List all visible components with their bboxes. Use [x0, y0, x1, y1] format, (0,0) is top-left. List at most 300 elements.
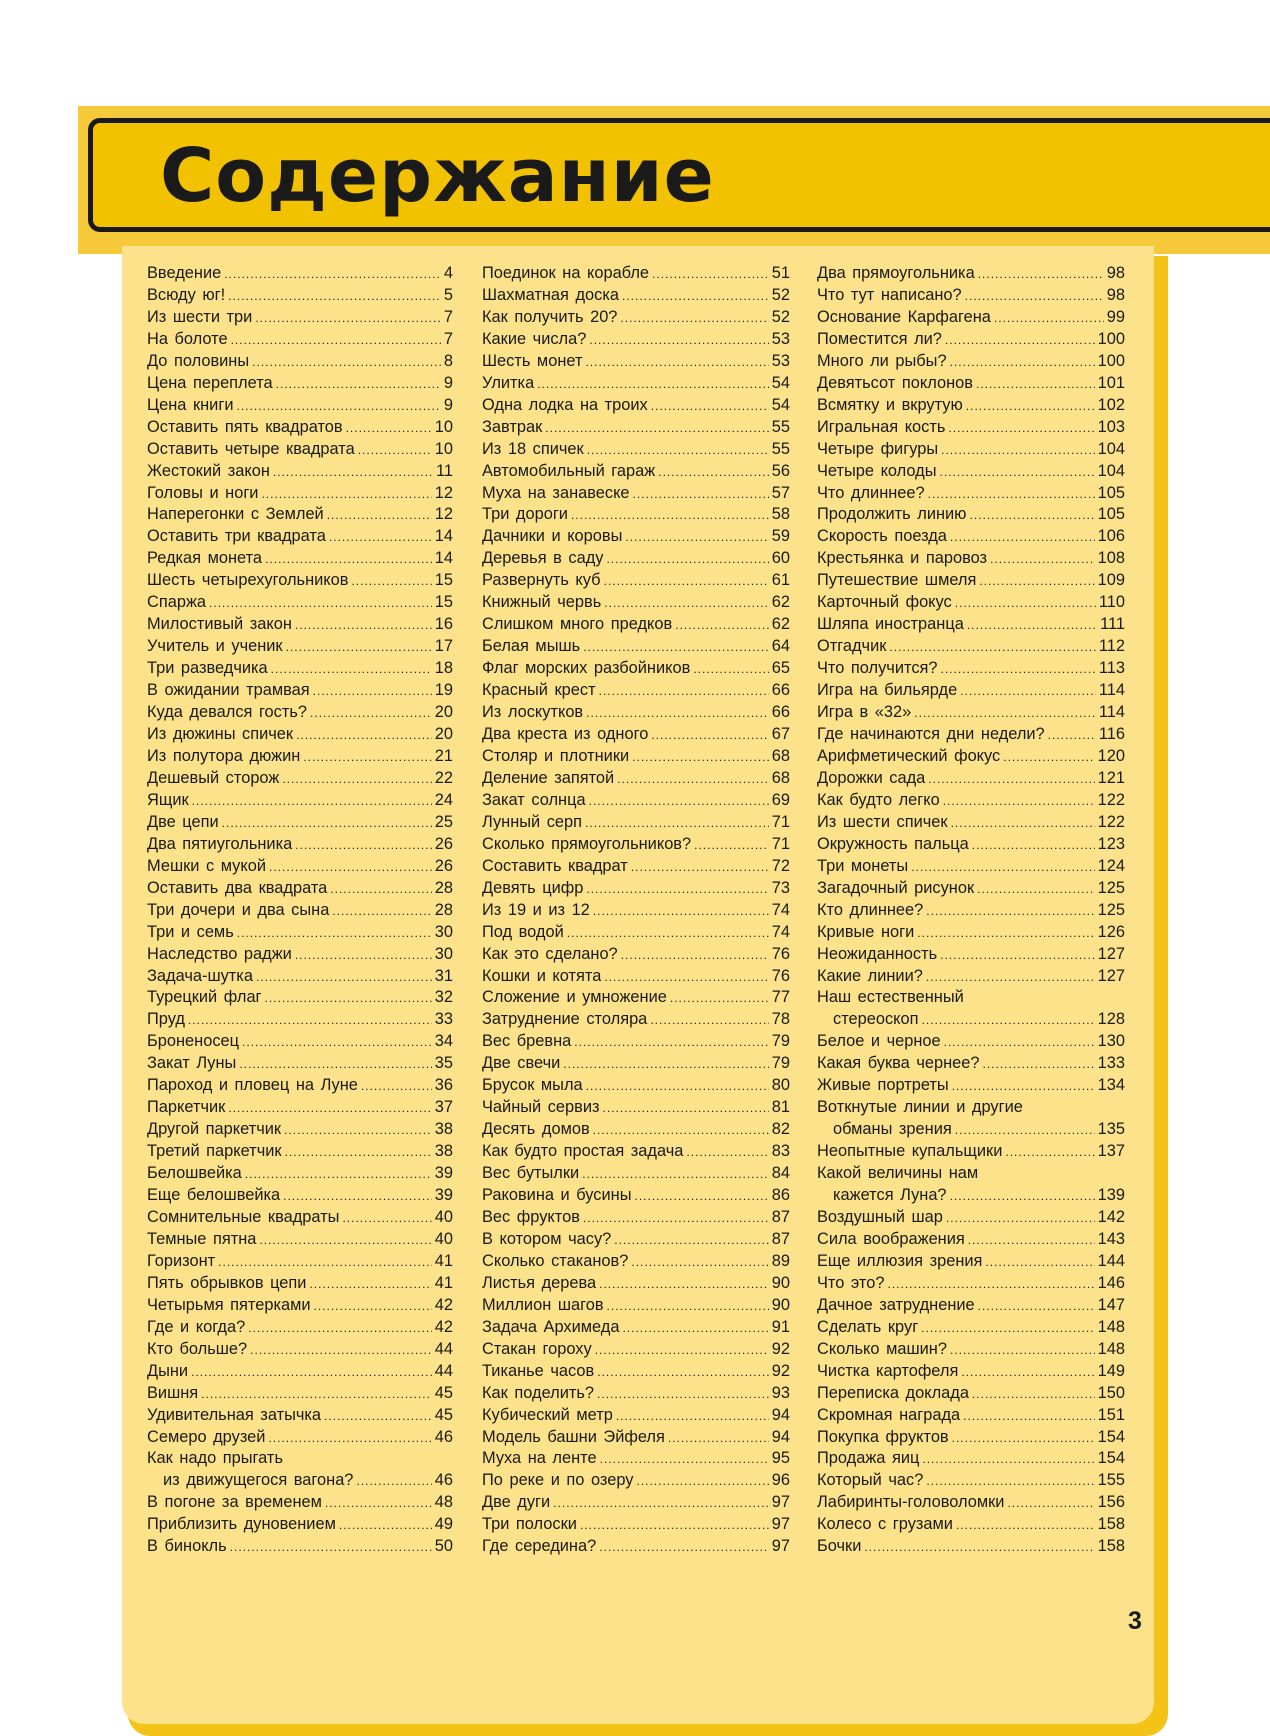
toc-entry-page: 82: [771, 1120, 790, 1139]
toc-entry-title: Арифметический фокус: [817, 746, 1001, 765]
dot-leader: [314, 1296, 432, 1318]
toc-entry-title: Живые портреты: [817, 1076, 949, 1095]
dot-leader: [994, 308, 1104, 330]
toc-entry[interactable]: [817, 636, 1125, 658]
toc-entry[interactable]: [482, 461, 790, 483]
toc-entry[interactable]: [817, 1514, 1125, 1536]
toc-entry[interactable]: [147, 922, 453, 944]
toc-entry[interactable]: [147, 1009, 453, 1031]
dot-leader: [284, 1120, 432, 1142]
toc-entry[interactable]: [482, 1448, 790, 1470]
toc-entry[interactable]: [147, 1273, 453, 1295]
toc-entry-title: Куда девался гость?: [147, 703, 308, 722]
toc-entry-page: 80: [771, 1076, 790, 1095]
toc-entry-page: 135: [1097, 1120, 1125, 1139]
toc-entry[interactable]: [482, 373, 790, 395]
toc-entry[interactable]: [817, 307, 1125, 329]
dot-leader: [914, 703, 1096, 725]
toc-entry[interactable]: [482, 1317, 790, 1339]
toc-entry[interactable]: [817, 1031, 1125, 1053]
toc-entry-title: Отгадчик: [817, 637, 887, 656]
toc-entry[interactable]: [147, 856, 453, 878]
toc-entry-page: 104: [1097, 461, 1125, 480]
toc-entry[interactable]: [482, 1536, 790, 1558]
toc-entry-title: Кубический метр: [482, 1405, 613, 1424]
toc-entry[interactable]: [147, 548, 453, 570]
dot-leader: [265, 549, 432, 571]
toc-entry[interactable]: [817, 1273, 1125, 1295]
toc-entry[interactable]: [147, 966, 453, 988]
toc-entry-title: Девятьсот поклонов: [817, 373, 973, 392]
dot-leader: [248, 1318, 432, 1340]
toc-entry[interactable]: [147, 1470, 453, 1492]
toc-entry-page: 66: [771, 681, 790, 700]
toc-entry[interactable]: [482, 483, 790, 505]
toc-entry[interactable]: [817, 439, 1125, 461]
toc-entry[interactable]: [817, 373, 1125, 395]
toc-entry[interactable]: [482, 1273, 790, 1295]
dot-leader: [928, 484, 1095, 506]
toc-entry-page: 53: [771, 351, 790, 370]
toc-entry[interactable]: [817, 966, 1125, 988]
toc-entry-title: Три дороги: [482, 505, 568, 524]
toc-entry-page: 92: [771, 1339, 790, 1358]
toc-entry[interactable]: [817, 592, 1125, 614]
toc-entry[interactable]: [817, 351, 1125, 373]
toc-entry[interactable]: [482, 1009, 790, 1031]
toc-entry-title: Деление запятой: [482, 768, 615, 787]
toc-entry[interactable]: [482, 944, 790, 966]
toc-entry[interactable]: [817, 1405, 1125, 1427]
toc-entry-title: Что тут написано?: [817, 285, 962, 304]
toc-entry-title: Кто больше?: [147, 1339, 248, 1358]
dot-leader: [603, 1098, 769, 1120]
toc-entry[interactable]: [482, 834, 790, 856]
toc-entry[interactable]: [482, 351, 790, 373]
toc-entry[interactable]: [147, 1514, 453, 1536]
dot-leader: [582, 1164, 769, 1186]
dot-leader: [339, 1515, 432, 1537]
toc-entry[interactable]: [817, 1119, 1125, 1141]
toc-entry-title: Закат солнца: [482, 790, 586, 809]
toc-entry[interactable]: [482, 592, 790, 614]
toc-entry[interactable]: [147, 1361, 453, 1383]
dot-leader: [209, 593, 432, 615]
toc-entry[interactable]: [147, 1492, 453, 1514]
toc-entry-title: Который час?: [817, 1471, 924, 1490]
toc-entry[interactable]: [482, 922, 790, 944]
toc-entry-page: 109: [1097, 571, 1125, 590]
toc-entry[interactable]: [482, 1185, 790, 1207]
toc-entry-page: 55: [771, 417, 790, 436]
toc-entry-page: 133: [1097, 1054, 1125, 1073]
toc-entry[interactable]: [147, 1119, 453, 1141]
toc-entry[interactable]: [482, 1075, 790, 1097]
toc-entry-page: 41: [434, 1273, 453, 1292]
toc-entry[interactable]: [482, 1031, 790, 1053]
toc-entry[interactable]: [482, 636, 790, 658]
toc-entry-page: 91: [771, 1317, 790, 1336]
toc-entry-page: 38: [434, 1142, 453, 1161]
toc-entry[interactable]: [147, 1536, 453, 1558]
toc-entry[interactable]: [482, 1229, 790, 1251]
toc-entry[interactable]: [147, 834, 453, 856]
toc-entry[interactable]: [147, 263, 453, 285]
toc-entry[interactable]: [482, 724, 790, 746]
toc-entry[interactable]: [147, 483, 453, 505]
toc-entry-title: Из полутора дюжин: [147, 746, 301, 765]
toc-entry[interactable]: [482, 1119, 790, 1141]
toc-entry-title: Две цепи: [147, 812, 219, 831]
dot-leader: [1007, 1493, 1094, 1515]
toc-entry-title: Десять домов: [482, 1120, 590, 1139]
toc-entry[interactable]: [482, 263, 790, 285]
toc-entry[interactable]: [817, 944, 1125, 966]
toc-entry[interactable]: [817, 1470, 1125, 1492]
toc-entry[interactable]: [147, 724, 453, 746]
toc-entry[interactable]: [147, 570, 453, 592]
toc-entry-title: В котором часу?: [482, 1229, 612, 1248]
toc-entry[interactable]: [482, 1383, 790, 1405]
toc-entry-page: 98: [1106, 264, 1125, 282]
toc-entry-title: из движущегося вагона?: [163, 1471, 354, 1490]
toc-entry-title: Оставить три квадрата: [147, 527, 326, 546]
toc-entry[interactable]: [817, 724, 1125, 746]
toc-entry[interactable]: [817, 702, 1125, 724]
toc-entry[interactable]: [147, 636, 453, 658]
dot-leader: [537, 374, 769, 396]
toc-entry[interactable]: [817, 1383, 1125, 1405]
toc-entry[interactable]: [817, 1207, 1125, 1229]
toc-entry[interactable]: [482, 329, 790, 351]
toc-entry[interactable]: [817, 1075, 1125, 1097]
toc-entry[interactable]: [147, 1031, 453, 1053]
toc-entry-page: 35: [434, 1054, 453, 1073]
toc-entry-page: 97: [771, 1537, 790, 1556]
toc-entry-title: До половины: [147, 351, 250, 370]
toc-entry[interactable]: [482, 307, 790, 329]
toc-entry-title: Пароход и пловец на Луне: [147, 1076, 358, 1095]
toc-entry[interactable]: [147, 1339, 453, 1361]
dot-leader: [589, 791, 769, 813]
toc-entry[interactable]: [147, 680, 453, 702]
toc-entry[interactable]: [817, 1361, 1125, 1383]
toc-entry[interactable]: [147, 768, 453, 790]
toc-entry[interactable]: [817, 834, 1125, 856]
toc-entry[interactable]: [482, 1141, 790, 1163]
toc-entry[interactable]: [817, 1251, 1125, 1273]
toc-entry[interactable]: [817, 395, 1125, 417]
toc-entry[interactable]: [147, 878, 453, 900]
toc-entry[interactable]: [147, 351, 453, 373]
toc-entry-title: Шляпа иностранца: [817, 615, 964, 634]
toc-entry-title: Где середина?: [482, 1537, 597, 1556]
toc-entry-title: Кривые ноги: [817, 922, 915, 941]
toc-entry[interactable]: [147, 373, 453, 395]
toc-entry[interactable]: [482, 1053, 790, 1075]
toc-entry[interactable]: [817, 680, 1125, 702]
toc-entry[interactable]: [482, 987, 790, 1009]
toc-entry-title: Четырьмя пятерками: [147, 1295, 311, 1314]
toc-entry[interactable]: [147, 461, 453, 483]
toc-entry[interactable]: [482, 702, 790, 724]
dot-leader: [985, 1252, 1094, 1274]
toc-entry[interactable]: [482, 1251, 790, 1273]
toc-entry[interactable]: [482, 878, 790, 900]
toc-entry[interactable]: [147, 417, 453, 439]
toc-entry[interactable]: [482, 614, 790, 636]
toc-entry[interactable]: [817, 329, 1125, 351]
toc-entry-title: Введение: [147, 264, 222, 282]
toc-entry-page: 41: [434, 1251, 453, 1270]
toc-entry[interactable]: [147, 1141, 453, 1163]
dot-leader: [330, 879, 431, 901]
toc-entry-title: Спаржа: [147, 593, 207, 612]
toc-entry-title: Много ли рыбы?: [817, 351, 947, 370]
dot-leader: [972, 1384, 1095, 1406]
toc-entry[interactable]: [817, 1448, 1125, 1470]
toc-entry-page: 126: [1097, 922, 1125, 941]
toc-entry-page: 103: [1097, 417, 1125, 436]
toc-entry[interactable]: [147, 1448, 453, 1470]
toc-entry-page: 54: [771, 373, 790, 392]
toc-entry-title: Жестокий закон: [147, 461, 270, 480]
toc-entry-title: Девять цифр: [482, 878, 584, 897]
toc-entry-title: Учитель и ученик: [147, 637, 283, 656]
toc-entry[interactable]: [817, 1097, 1125, 1119]
toc-entry[interactable]: [817, 1536, 1125, 1558]
toc-entry[interactable]: [817, 768, 1125, 790]
toc-entry[interactable]: [482, 417, 790, 439]
toc-entry[interactable]: [147, 1405, 453, 1427]
toc-entry-title: Какая буква чернее?: [817, 1054, 980, 1073]
toc-entry-page: 150: [1097, 1383, 1125, 1402]
toc-entry-page: 105: [1097, 505, 1125, 524]
dot-leader: [658, 462, 769, 484]
toc-entry-page: 20: [434, 703, 453, 722]
toc-entry[interactable]: [147, 746, 453, 768]
dot-leader: [218, 1252, 432, 1274]
toc-entry[interactable]: [817, 461, 1125, 483]
toc-entry-page: 46: [434, 1471, 453, 1490]
dot-leader: [313, 681, 432, 703]
toc-entry[interactable]: [147, 1097, 453, 1119]
toc-entry[interactable]: [482, 504, 790, 526]
toc-entry[interactable]: [817, 1163, 1125, 1185]
toc-entry[interactable]: [147, 1295, 453, 1317]
toc-entry[interactable]: [482, 548, 790, 570]
toc-entry[interactable]: [482, 1295, 790, 1317]
toc-entry-title: Шахматная доска: [482, 285, 619, 304]
toc-entry[interactable]: [147, 1383, 453, 1405]
toc-entry[interactable]: [147, 614, 453, 636]
toc-entry[interactable]: [817, 483, 1125, 505]
toc-entry[interactable]: [482, 1405, 790, 1427]
toc-entry[interactable]: [147, 987, 453, 1009]
toc-entry[interactable]: [817, 790, 1125, 812]
toc-entry-title: На болоте: [147, 329, 228, 348]
toc-entry[interactable]: [817, 1009, 1125, 1031]
toc-entry[interactable]: [482, 790, 790, 812]
toc-entry[interactable]: [817, 658, 1125, 680]
toc-entry[interactable]: [817, 548, 1125, 570]
toc-entry[interactable]: [817, 263, 1125, 285]
toc-entry[interactable]: [817, 900, 1125, 922]
toc-entry[interactable]: [147, 1185, 453, 1207]
toc-entry-title: Сколько прямоугольников?: [482, 834, 692, 853]
dot-leader: [230, 1537, 432, 1559]
toc-entry-title: Семеро друзей: [147, 1427, 266, 1446]
toc-entry[interactable]: [817, 812, 1125, 834]
toc-entry[interactable]: [147, 702, 453, 724]
toc-entry[interactable]: [147, 900, 453, 922]
toc-entry[interactable]: [482, 746, 790, 768]
toc-entry-page: 111: [1100, 615, 1125, 634]
toc-entry-title: Скорость поезда: [817, 527, 947, 546]
toc-entry[interactable]: [817, 1492, 1125, 1514]
toc-entry-title: Составить квадрат: [482, 856, 628, 875]
toc-entry[interactable]: [817, 1427, 1125, 1449]
toc-entry[interactable]: [147, 329, 453, 351]
toc-entry[interactable]: [482, 680, 790, 702]
toc-entry[interactable]: [817, 1141, 1125, 1163]
toc-entry-page: 158: [1097, 1537, 1125, 1556]
toc-entry[interactable]: [147, 790, 453, 812]
dot-leader: [652, 264, 769, 286]
toc-entry[interactable]: [817, 285, 1125, 307]
toc-entry[interactable]: [817, 1229, 1125, 1251]
toc-entry[interactable]: [482, 966, 790, 988]
toc-entry-page: 51: [771, 264, 790, 282]
toc-entry-page: 155: [1097, 1471, 1125, 1490]
toc-entry[interactable]: [482, 1207, 790, 1229]
toc-entry[interactable]: [147, 1251, 453, 1273]
dot-leader: [961, 1362, 1094, 1384]
toc-entry[interactable]: [482, 900, 790, 922]
toc-entry[interactable]: [482, 812, 790, 834]
toc-entry[interactable]: [482, 856, 790, 878]
dot-leader: [636, 1471, 768, 1493]
toc-entry[interactable]: [147, 504, 453, 526]
dot-leader: [600, 1449, 769, 1471]
toc-entry-page: 125: [1097, 878, 1125, 897]
toc-entry-page: 94: [771, 1427, 790, 1446]
toc-entry-page: 38: [434, 1120, 453, 1139]
toc-entry[interactable]: [482, 285, 790, 307]
toc-entry[interactable]: [817, 922, 1125, 944]
toc-entry[interactable]: [817, 878, 1125, 900]
toc-entry[interactable]: [482, 1163, 790, 1185]
dot-leader: [977, 879, 1094, 901]
dot-leader: [256, 967, 432, 989]
toc-entry[interactable]: [482, 570, 790, 592]
toc-entry[interactable]: [482, 768, 790, 790]
toc-entry[interactable]: [482, 1427, 790, 1449]
toc-entry[interactable]: [817, 987, 1125, 1009]
dot-leader: [599, 681, 769, 703]
dot-leader: [285, 1142, 432, 1164]
toc-entry[interactable]: [147, 285, 453, 307]
toc-entry[interactable]: [817, 614, 1125, 636]
dot-leader: [327, 505, 432, 527]
toc-entry[interactable]: [147, 592, 453, 614]
toc-entry-page: 149: [1097, 1361, 1125, 1380]
toc-entry[interactable]: [147, 1053, 453, 1075]
toc-entry[interactable]: [817, 570, 1125, 592]
toc-entry[interactable]: [147, 307, 453, 329]
dot-leader: [956, 1515, 1095, 1537]
dot-leader: [940, 462, 1095, 484]
toc-entry[interactable]: [482, 1361, 790, 1383]
toc-entry-title: Сложение и умножение: [482, 988, 667, 1007]
dot-leader: [236, 396, 440, 418]
toc-entry[interactable]: [147, 526, 453, 548]
toc-entry[interactable]: [482, 1470, 790, 1492]
toc-entry[interactable]: [482, 395, 790, 417]
toc-entry[interactable]: [482, 439, 790, 461]
toc-entry-title: Третий паркетчик: [147, 1142, 282, 1161]
toc-entry[interactable]: [147, 1229, 453, 1251]
toc-entry-title: Покупка фруктов: [817, 1427, 949, 1446]
toc-entry-page: 49: [434, 1515, 453, 1534]
dot-leader: [1048, 725, 1096, 747]
toc-entry-title: Задача-шутка: [147, 966, 253, 985]
toc-entry[interactable]: [147, 1163, 453, 1185]
toc-entry-page: 53: [771, 329, 790, 348]
toc-entry[interactable]: [817, 504, 1125, 526]
toc-entry[interactable]: [147, 812, 453, 834]
toc-entry[interactable]: [482, 526, 790, 548]
toc-entry-title: Как будто легко: [817, 790, 940, 809]
toc-entry[interactable]: [482, 1097, 790, 1119]
dot-leader: [967, 615, 1097, 637]
toc-entry[interactable]: [817, 417, 1125, 439]
toc-entry[interactable]: [817, 526, 1125, 548]
toc-entry[interactable]: [147, 439, 453, 461]
dot-leader: [950, 527, 1095, 549]
toc-entry[interactable]: [817, 746, 1125, 768]
toc-entry[interactable]: [147, 1075, 453, 1097]
toc-entry[interactable]: [482, 658, 790, 680]
toc-entry[interactable]: [147, 1427, 453, 1449]
toc-entry[interactable]: [482, 1339, 790, 1361]
toc-entry[interactable]: [817, 1185, 1125, 1207]
toc-entry-page: 36: [434, 1076, 453, 1095]
toc-entry-title: Завтрак: [482, 417, 543, 436]
dot-leader: [940, 945, 1094, 967]
toc-entry[interactable]: [817, 1317, 1125, 1339]
dot-leader: [968, 1230, 1095, 1252]
toc-entry[interactable]: [817, 1339, 1125, 1361]
toc-entry-title: Два пятиугольника: [147, 834, 293, 853]
toc-entry-page: 71: [771, 812, 790, 831]
toc-entry[interactable]: [817, 856, 1125, 878]
toc-entry[interactable]: [482, 1514, 790, 1536]
toc-entry[interactable]: [147, 395, 453, 417]
toc-entry[interactable]: [817, 1053, 1125, 1075]
toc-entry[interactable]: [147, 658, 453, 680]
toc-entry-page: 5: [443, 285, 453, 304]
toc-entry[interactable]: [817, 1295, 1125, 1317]
toc-entry[interactable]: [147, 944, 453, 966]
toc-entry[interactable]: [482, 1492, 790, 1514]
toc-entry[interactable]: [147, 1317, 453, 1339]
dot-leader: [955, 1120, 1095, 1142]
toc-entry-title: Дыни: [147, 1361, 189, 1380]
toc-entry-page: 69: [771, 790, 790, 809]
toc-entry[interactable]: [147, 1207, 453, 1229]
toc-entry-page: 154: [1097, 1427, 1125, 1446]
